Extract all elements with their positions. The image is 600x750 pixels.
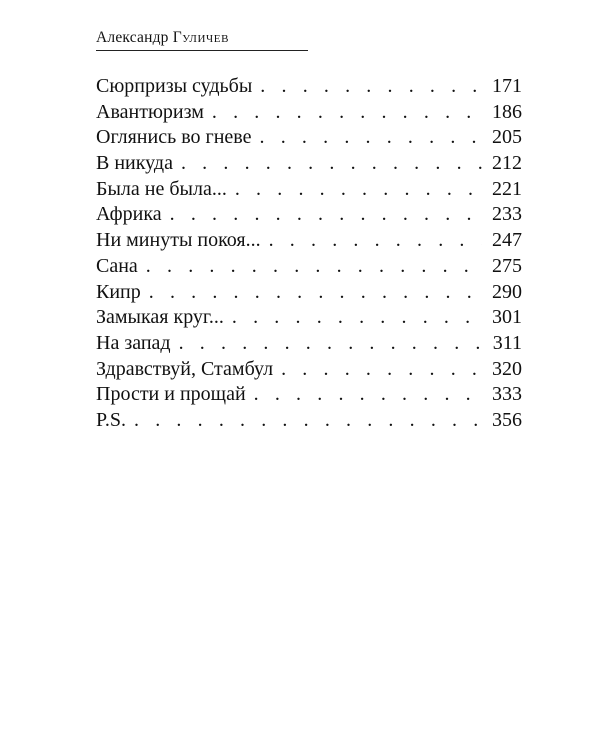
- toc-entry: [96, 357, 522, 383]
- dot-leader: [232, 305, 482, 331]
- dot-leader: [269, 228, 482, 254]
- toc-entry: [96, 228, 522, 254]
- dot-leader: [260, 74, 482, 100]
- toc-entry: [96, 331, 522, 357]
- toc-entry-title: Замыкая круг...: [96, 306, 224, 329]
- running-head: [96, 29, 229, 47]
- toc-entry: [96, 254, 522, 280]
- toc-entry-title: Сана: [96, 254, 138, 277]
- toc-entry-page-number: 301: [492, 306, 522, 329]
- toc-entry-page-number: 356: [492, 408, 522, 431]
- toc-entry-page-number: 212: [492, 152, 522, 175]
- toc-entry-title: Кипр: [96, 280, 141, 303]
- author-first-name: Александр: [96, 29, 169, 46]
- toc-entry-title: Прости и прощай: [96, 383, 246, 406]
- toc-entry: [96, 125, 522, 151]
- dot-leader: [149, 280, 482, 306]
- dot-leader: [260, 125, 482, 151]
- dot-leader: [281, 357, 482, 383]
- dot-leader: [179, 331, 482, 357]
- dot-leader: [235, 177, 482, 203]
- toc-entry-title: Здравствуй, Стамбул: [96, 357, 274, 380]
- toc-entry: [96, 382, 522, 408]
- toc-entry: [96, 74, 522, 100]
- toc-entry: [96, 408, 522, 434]
- author-surname: Гуличев: [172, 29, 230, 46]
- toc-entry-page-number: 205: [492, 126, 522, 149]
- dot-leader: [212, 100, 482, 126]
- toc-entry: [96, 305, 522, 331]
- dot-leader: [134, 408, 482, 434]
- toc-entry-page-number: 186: [492, 100, 522, 123]
- toc-entry-page-number: 320: [492, 357, 522, 380]
- header-rule: [96, 50, 308, 51]
- toc-entry-title: Ни минуты покоя...: [96, 229, 261, 252]
- toc-entry-title: Африка: [96, 203, 162, 226]
- toc-entry-page-number: 290: [492, 280, 522, 303]
- toc-entry: [96, 177, 522, 203]
- toc-entry-page-number: 311: [492, 331, 522, 354]
- toc-entry-page-number: 275: [492, 254, 522, 277]
- toc-entry: [96, 151, 522, 177]
- toc-entry-page-number: 221: [492, 177, 522, 200]
- toc-entry: [96, 202, 522, 228]
- toc-entry-title: В никуда: [96, 152, 173, 175]
- toc-entry-title: P.S.: [96, 408, 127, 431]
- dot-leader: [146, 254, 482, 280]
- dot-leader: [170, 202, 482, 228]
- toc-entry-page-number: 233: [492, 203, 522, 226]
- toc-entry-page-number: 247: [492, 229, 522, 252]
- toc-entry-title: Сюрпризы судьбы: [96, 75, 253, 97]
- toc-entry-page-number: 171: [492, 75, 522, 97]
- table-of-contents: [96, 74, 522, 434]
- toc-entry-title: На запад: [96, 331, 171, 354]
- dot-leader: [254, 382, 482, 408]
- toc-entry: [96, 100, 522, 126]
- toc-entry-title: Оглянись во гневе: [96, 126, 252, 149]
- toc-entry-title: Авантюризм: [96, 100, 204, 123]
- toc-entry-title: Была не была...: [96, 177, 227, 200]
- toc-entry-page-number: 333: [492, 383, 522, 406]
- toc-entry: [96, 280, 522, 306]
- dot-leader: [181, 151, 482, 177]
